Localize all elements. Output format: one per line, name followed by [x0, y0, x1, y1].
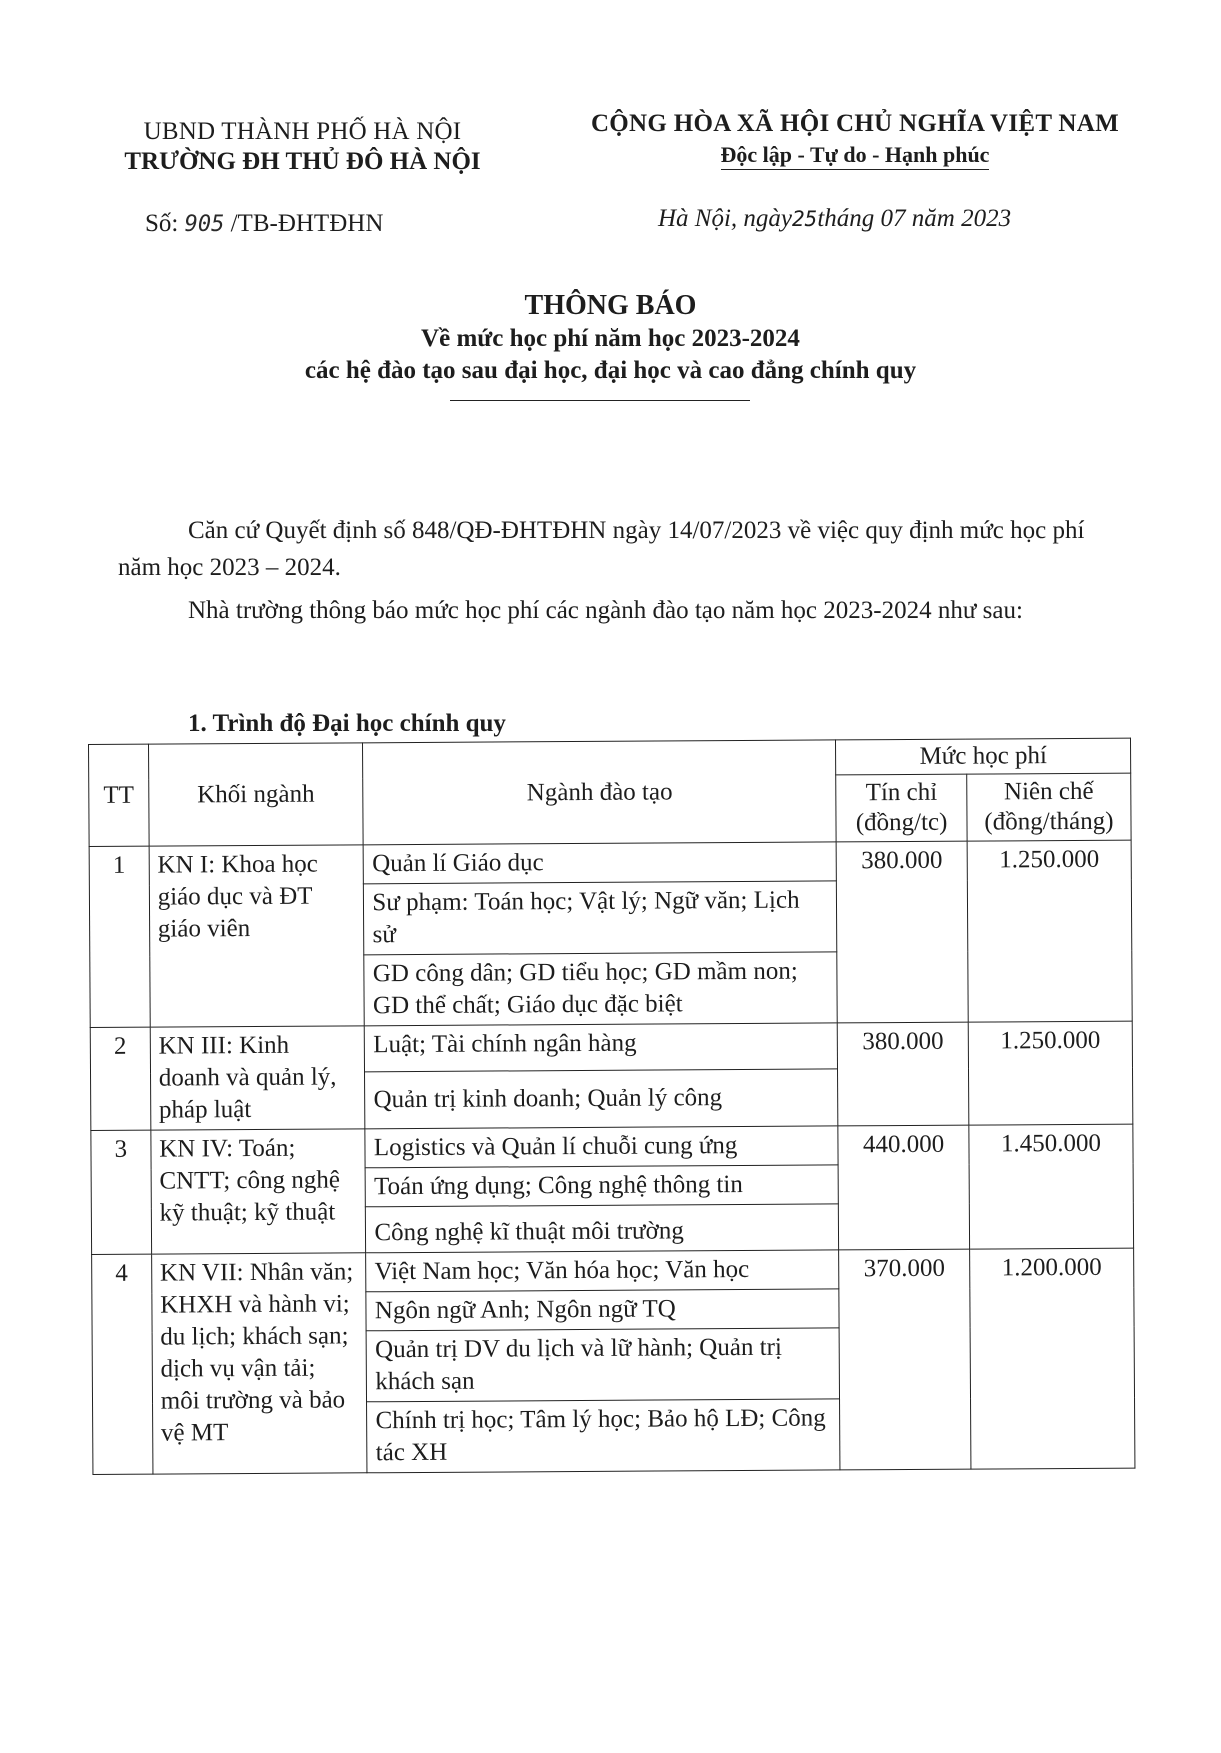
cell-khoi: KN III: Kinh doanh và quản lý, pháp luật [150, 1026, 365, 1130]
cell-nganh: Logistics và Quản lí chuỗi cung ứng [365, 1126, 838, 1168]
cell-nganh: Chính trị học; Tâm lý học; Bảo hộ LĐ; Công tác XH [367, 1399, 840, 1473]
university-name: TRƯỜNG ĐH THỦ ĐÔ HÀ NỘI [124, 148, 481, 175]
tuition-table [88, 738, 1135, 1475]
table-row [92, 1248, 1134, 1293]
cell-tt: 3 [91, 1130, 151, 1254]
authority-line: UBND THÀNH PHỐ HÀ NỘI [143, 118, 462, 145]
col-nien-che: Niên chế (đồng/tháng) [967, 773, 1131, 841]
handwritten-number: 905 [184, 212, 225, 237]
cell-nganh: Việt Nam học; Văn hóa học; Văn học [366, 1250, 839, 1292]
title-divider [450, 400, 750, 401]
title-main: THÔNG BÁO [524, 290, 697, 321]
col-muc-hoc-phi: Mức học phí [836, 738, 1131, 775]
cell-khoi: KN I: Khoa học giáo dục và ĐT giáo viên [149, 845, 365, 1027]
cell-khoi: KN IV: Toán; CNTT; công nghệ kỹ thuật; kỹ thuật [151, 1129, 366, 1254]
national-header [565, 110, 1145, 168]
paragraph-basis: Căn cứ Quyết định số 848/QĐ-ĐHTĐHN ngày 14/07/2023 về việc quy định mức học phí năm học 2023 – 2024. [118, 517, 1085, 581]
document-date: Hà Nội, ngày25tháng 07 năm 2023 [658, 205, 1012, 232]
cell-nganh: Quản trị kinh doanh; Quản lý công [365, 1069, 838, 1129]
national-motto: Độc lập - Tự do - Hạnh phúc [721, 142, 990, 170]
title-sub1: Về mức học phí năm học 2023-2024 [421, 325, 800, 352]
cell-nganh: Toán ứng dụng; Công nghệ thông tin [366, 1165, 839, 1207]
cell-nien-che: 1.250.000 [968, 1021, 1133, 1125]
notice-title [0, 290, 1221, 385]
col-nganh-dao-tao: Ngành đào tạo [363, 740, 837, 845]
col-tin-chi: Tín chỉ (đồng/tc) [836, 774, 967, 842]
cell-nien-che: 1.450.000 [969, 1124, 1134, 1249]
section-heading: 1. Trình độ Đại học chính quy [188, 710, 506, 737]
cell-tin-chi: 440.000 [838, 1125, 969, 1250]
cell-nganh: Luật; Tài chính ngân hàng [365, 1023, 838, 1072]
cell-tt: 2 [90, 1027, 150, 1130]
cell-khoi: KN VII: Nhân văn; KHXH và hành vi; du lịch; khách sạn; dịch vụ vận tải; môi trường và bảo vệ MT [151, 1253, 367, 1474]
national-title: CỘNG HÒA XÃ HỘI CHỦ NGHĨA VIỆT NAM [590, 110, 1120, 137]
cell-nganh: Sư phạm: Toán học; Vật lý; Ngữ văn; Lịch sử [364, 881, 837, 955]
cell-nien-che: 1.250.000 [967, 840, 1132, 1022]
issuing-authority [100, 118, 505, 176]
document-number: Số: 905 /TB-ĐHTĐHN [145, 210, 384, 237]
cell-tin-chi: 380.000 [838, 1022, 969, 1126]
cell-nganh: Quản trị DV du lịch và lữ hành; Quản trị khách sạn [366, 1328, 839, 1402]
cell-tt: 1 [89, 846, 150, 1027]
table-row [89, 840, 1131, 885]
paragraph-announcement: Nhà trường thông báo mức học phí các ngành đào tạo năm học 2023-2024 như sau: [188, 597, 1023, 624]
handwritten-day: 25 [792, 207, 818, 231]
table-row [90, 1021, 1132, 1074]
cell-nganh: Công nghệ kĩ thuật môi trường [366, 1204, 839, 1253]
cell-tin-chi: 380.000 [836, 841, 968, 1023]
cell-nganh: Quản lí Giáo dục [364, 842, 837, 884]
cell-nganh: Ngôn ngữ Anh; Ngôn ngữ TQ [366, 1289, 839, 1331]
col-tt: TT [89, 744, 149, 846]
cell-tt: 4 [92, 1254, 153, 1474]
cell-tin-chi: 370.000 [839, 1249, 971, 1470]
table-row [91, 1124, 1133, 1169]
title-sub2: các hệ đào tạo sau đại học, đại học và cao đẳng chính quy [304, 357, 917, 384]
col-khoi-nganh: Khối ngành [148, 743, 363, 846]
cell-nganh: GD công dân; GD tiểu học; GD mầm non; GD thể chất; Giáo dục đặc biệt [364, 952, 837, 1026]
cell-nien-che: 1.200.000 [970, 1248, 1135, 1469]
